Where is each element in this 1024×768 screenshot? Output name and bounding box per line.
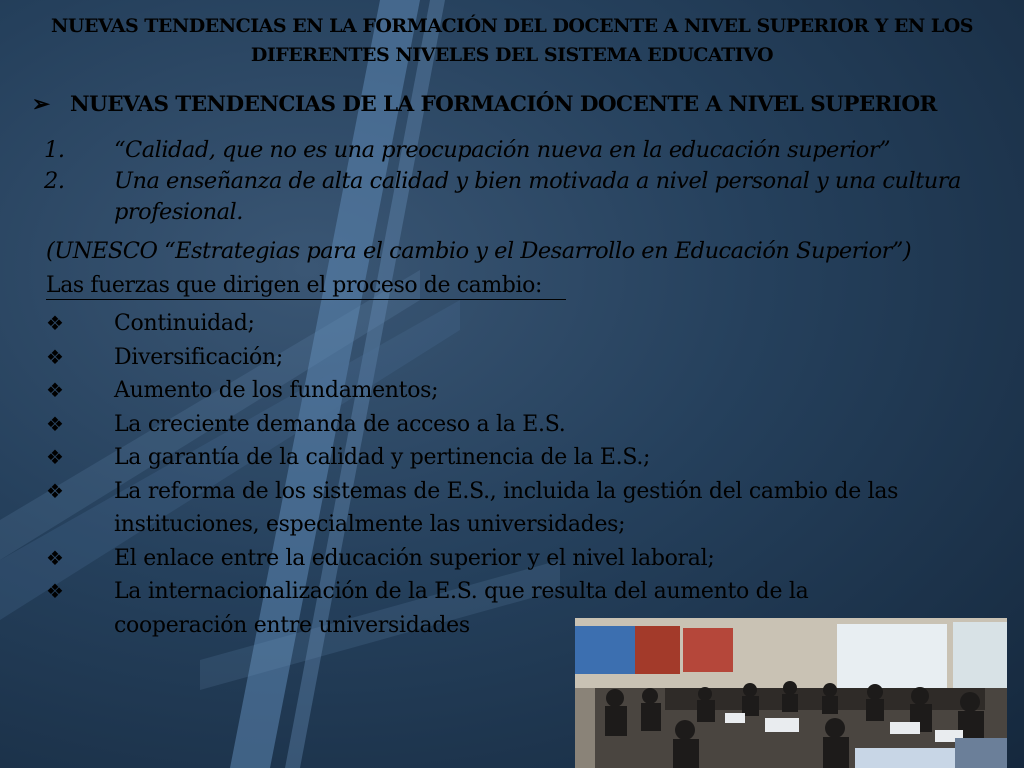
source-citation: (UNESCO “Estrategias para el cambio y el Desarrollo en Educación Superior”) (46, 238, 912, 264)
forces-heading: Las fuerzas que dirigen el proceso de cambio: (46, 273, 566, 300)
numbered-item (44, 166, 984, 228)
conference-meeting-photo (575, 618, 1007, 768)
slide-title: NUEVAS TENDENCIAS EN LA FORMACIÓN DEL DOCENTE A NIVEL SUPERIOR Y EN LOS DIFERENTES NIVELES DEL SISTEMA EDUCATIVO (51, 15, 973, 66)
item-number: 1. (44, 137, 65, 163)
list-item (46, 475, 946, 542)
diamond-bullet-icon: ❖ (46, 545, 64, 570)
list-item (46, 441, 946, 475)
item-number: 2. (44, 168, 65, 194)
list-item-text: La reforma de los sistemas de E.S., incluida la gestión del cambio de las instituciones, especialmente las universidades; (114, 478, 899, 537)
diamond-bullet-icon: ❖ (46, 378, 64, 402)
diamond-bullet-icon: ❖ (46, 411, 64, 436)
list-item (46, 374, 946, 408)
list-item-text: El enlace entre la educación superior y el nivel laboral; (114, 545, 715, 571)
diamond-bullet-icon: ❖ (46, 344, 64, 369)
numbered-list (44, 135, 984, 228)
list-item-text: Aumento de los fundamentos; (114, 378, 439, 403)
list-item-text: La creciente demanda de acceso a la E.S. (114, 411, 566, 437)
diamond-bullet-icon: ❖ (46, 579, 64, 603)
diamond-bullet-icon: ❖ (46, 311, 64, 335)
list-item-text: La internacionalización de la E.S. que resulta del aumento de la cooperación entre universidades (114, 579, 809, 638)
list-item (46, 341, 946, 375)
item-text: Una enseñanza de alta calidad y bien motivada a nivel personal y una cultura profesional. (114, 168, 961, 225)
section-heading (32, 92, 992, 117)
bullet-list (46, 307, 946, 642)
list-item-text: Continuidad; (114, 311, 255, 336)
diamond-bullet-icon: ❖ (46, 445, 64, 469)
arrow-bullet-icon: ➢ (32, 92, 50, 117)
list-item (46, 408, 946, 442)
list-item-text: La garantía de la calidad y pertinencia de la E.S.; (114, 445, 651, 470)
section-heading-text: NUEVAS TENDENCIAS DE LA FORMACIÓN DOCENTE A NIVEL SUPERIOR (70, 92, 937, 117)
item-text: “Calidad, que no es una preocupación nueva en la educación superior” (114, 137, 891, 163)
list-item (46, 307, 946, 341)
diamond-bullet-icon: ❖ (46, 478, 64, 503)
list-item-text: Diversificación; (114, 344, 283, 370)
list-item (46, 542, 946, 576)
numbered-item (44, 135, 984, 166)
